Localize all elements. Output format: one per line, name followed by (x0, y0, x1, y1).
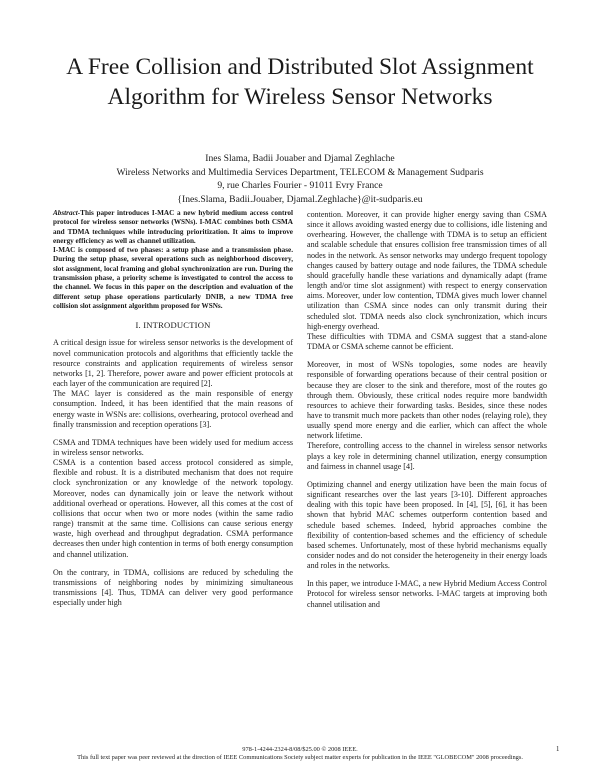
footer-isbn: 978-1-4244-2324-8/08/$25.00 © 2008 IEEE. (242, 746, 358, 753)
right-paragraph-5: Optimizing channel and energy utilization have been the main focus of significant researches over the last years [3-10]. Different approaches dealing with this topic have been proposed. In [4], [5], [6], it has been shown that hybrid MAC schemes outperform contention based and schedule based schemes. Indeed, hybrid approaches combine the flexibility of contention-based schemes and the efficiency of schedule based schemes. Unfortunately, most of these hybrid mechanisms equally consider nodes and do not consider the heterogeneity in their energy loads and roles in the networks. (307, 479, 547, 571)
abstract-label: Abstract- (53, 209, 81, 217)
right-paragraph-6: In this paper, we introduce I-MAC, a new Hybrid Medium Access Control Protocol for wireless sensor networks. I-MAC targets at improving both channel utilisation and (307, 579, 547, 609)
paper-title (30, 52, 570, 112)
right-paragraph-3: Moreover, in most of WSNs topologies, some nodes are heavily responsible of forwarding operations because of their central position or because they are closer to the sink and therefore, most of the routes go through them. Obviously, these critical nodes require more bandwidth resources to achieve their forwarding tasks. Besides, since these nodes have to transmit much more packets than other nodes (relaying role), they usually spend more energy and die earlier, which can affect the whole network lifetime. (307, 360, 547, 441)
right-paragraph-2: These difficulties with TDMA and CSMA suggest that a stand-alone TDMA or CSMA scheme cannot be efficient. (307, 331, 547, 352)
left-column (53, 209, 293, 608)
page-footer (0, 746, 600, 762)
title-line-1: A Free Collision and Distributed Slot Assignment (66, 54, 534, 80)
author-emails: {Ines.Slama, Badii.Jouaber, Djamal.Zeghlache}@it-sudparis.eu (177, 193, 423, 205)
intro-paragraph-1: A critical design issue for wireless sensor networks is the development of novel communication protocols and algorithms that efficiently tackle the resource constraints and application requirements of wireless sensor networks [1, 2]. Therefore, power aware and power efficient protocols at each layer of the communication are required [2]. (53, 338, 293, 389)
page-number: 1 (556, 746, 560, 753)
intro-paragraph-2: The MAC layer is considered as the main responsible of energy consumption. Indeed, it has been identified that the main reasons of energy waste in WSNs are: collisions, overhearing, protocol overhead and finally transmission and reception operations [3]. (53, 389, 293, 429)
title-line-2: Algorithm for Wireless Sensor Networks (107, 84, 493, 110)
abstract-text: This paper introduces I-MAC a new hybrid medium access control protocol for wireless sensor networks (WSNs). I-MAC combines both CSMA and TDMA techniques while introducing prioritization. It aims to improve energy efficiency as well as channel utilization. (53, 209, 293, 245)
author-names: Ines Slama, Badii Jouaber and Djamal Zeghlache (205, 153, 395, 164)
right-column (307, 210, 547, 610)
abstract-paragraph-2: I-MAC is composed of two phases: a setup phase and a transmission phase. During the setup phase, several operations such as neighborhood discovery, slot assignment, local framing and global synchronization are run. During the transmission phase, a priority scheme is investigated to control the access to the channel. We focus in this paper on the description and evaluation of the different setup phase operations particularly DNIB, a new TDMA free collision slot assignment algorithm proposed for WSNs. (53, 246, 293, 310)
author-affiliation: Wireless Networks and Multimedia Services Department, TELECOM & Management Sudparis (116, 166, 484, 178)
section-heading-introduction: I. INTRODUCTION (135, 320, 211, 331)
intro-paragraph-5: On the contrary, in TDMA, collisions are reduced by scheduling the transmissions of neighboring nodes by minimizing simultaneous transmissions [4]. Thus, TDMA can deliver very good performance especially under high (53, 567, 293, 608)
author-address: 9, rue Charles Fourier - 91011 Evry France (217, 180, 383, 191)
intro-paragraph-3: CSMA and TDMA techniques have been widely used for medium access in wireless sensor networks. (53, 437, 293, 457)
abstract (53, 209, 293, 246)
right-paragraph-4: Therefore, controlling access to the channel in wireless sensor networks plays a key role in determining channel utilization, energy consumption and fairness in channel usage [4]. (307, 441, 547, 471)
intro-paragraph-4: CSMA is a contention based access protocol considered as simple, flexible and robust. It is a distributed mechanism that does not require clock synchronization or any knowledge of the network topology. Moreover, nodes can dynamically join or leave the network without additional overhead or operations. However, all this comes at the cost of collisions that occur when two or more nodes (within the same radio range) transmit at the same time. Collisions can cause serious energy waste, high overhead and throughput degradation. CSMA performance decreases then under high contention in terms of both energy consumption and channel utilization. (53, 458, 293, 559)
right-paragraph-1: contention. Moreover, it can provide higher energy saving than CSMA since it allows avoiding wasted energy due to collisions, idle listening and overhearing. However, the challenge with TDMA is to setup an efficient and scalable schedule that ensures collision free transmission times of all nodes in the network. As sensor networks may undergo frequent topology changes caused by battery outage and node failures, the TDMA schedule should gracefully handle these variations and dynamically adapt (frame length and/or time slot assignment) with respect to energy conservation aims. Moreover, under low contention, TDMA gives much lower channel utilization than CSMA since nodes can only transmit during their scheduled slot. TDMA needs also clock synchronization, which incurs high-energy overhead. (307, 210, 547, 331)
author-block (40, 152, 560, 206)
footer-review-note: This full text paper was peer reviewed at the direction of IEEE Communications Society subject matter experts for publication in the IEEE "GLOBECOM" 2008 proceedings. (77, 754, 523, 761)
